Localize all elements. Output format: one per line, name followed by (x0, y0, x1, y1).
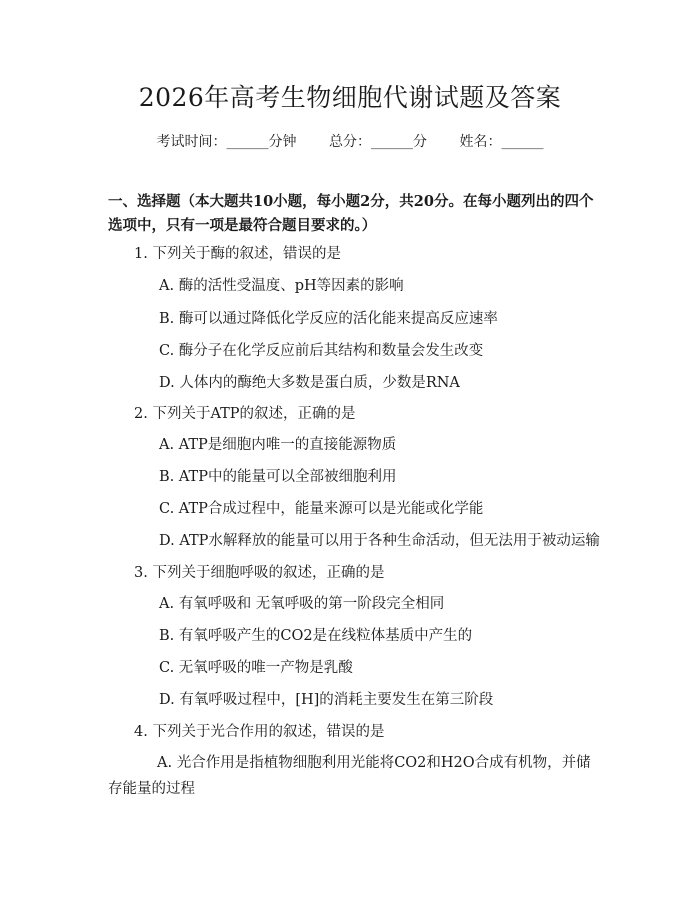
question-3-option-b: B. 有氧呼吸产生的CO2是在线粒体基质中产生的 (159, 628, 473, 644)
question-1-option-a: A. 酶的活性受温度、pH等因素的影响 (159, 278, 404, 294)
question-4-stem: 4. 下列关于光合作用的叙述，错误的是 (134, 724, 385, 740)
question-3-stem: 3. 下列关于细胞呼吸的叙述，正确的是 (134, 565, 385, 581)
question-3-option-c: C. 无氧呼吸的唯一产物是乳酸 (159, 660, 353, 676)
page-title: 2026年高考生物细胞代谢试题及答案 (138, 83, 562, 112)
exam-info-line (0, 131, 700, 151)
question-1-option-d: D. 人体内的酶绝大多数是蛋白质，少数是RNA (159, 375, 460, 391)
question-2-option-a: A. ATP是细胞内唯一的直接能源物质 (159, 437, 397, 453)
student-name-field: 姓名：______ (459, 134, 544, 150)
question-1-option-b: B. 酶可以通过降低化学反应的活化能来提高反应速率 (159, 311, 498, 327)
total-score-field: 总分：______分 (329, 134, 427, 150)
question-1-option-c: C. 酶分子在化学反应前后其结构和数量会发生改变 (159, 343, 484, 359)
question-3-option-a: A. 有氧呼吸和 无氧呼吸的第一阶段完全相同 (159, 596, 445, 612)
question-4-option-a: A. 光合作用是指植物细胞利用光能将CO2和H2O合成有机物，并储存能量的过程 (108, 755, 591, 797)
question-2-option-b: B. ATP中的能量可以全部被细胞利用 (159, 469, 397, 485)
exam-time-field: 考试时间：______分钟 (156, 134, 297, 150)
question-2-option-c: C. ATP合成过程中，能量来源可以是光能或化学能 (159, 501, 484, 517)
question-2-option-d: D. ATP水解释放的能量可以用于各种生命活动，但无法用于被动运输 (159, 533, 600, 549)
section-heading: 一、选择题（本大题共10小题，每小题2分，共20分。在每小题列出的四个选项中，只有一项是最符合题目要求的。） (108, 193, 594, 234)
question-2-stem: 2. 下列关于ATP的叙述，正确的是 (134, 406, 356, 422)
question-3-option-d: D. 有氧呼吸过程中，[H]的消耗主要发生在第三阶段 (159, 692, 494, 708)
question-1-stem: 1. 下列关于酶的叙述，错误的是 (134, 246, 341, 262)
